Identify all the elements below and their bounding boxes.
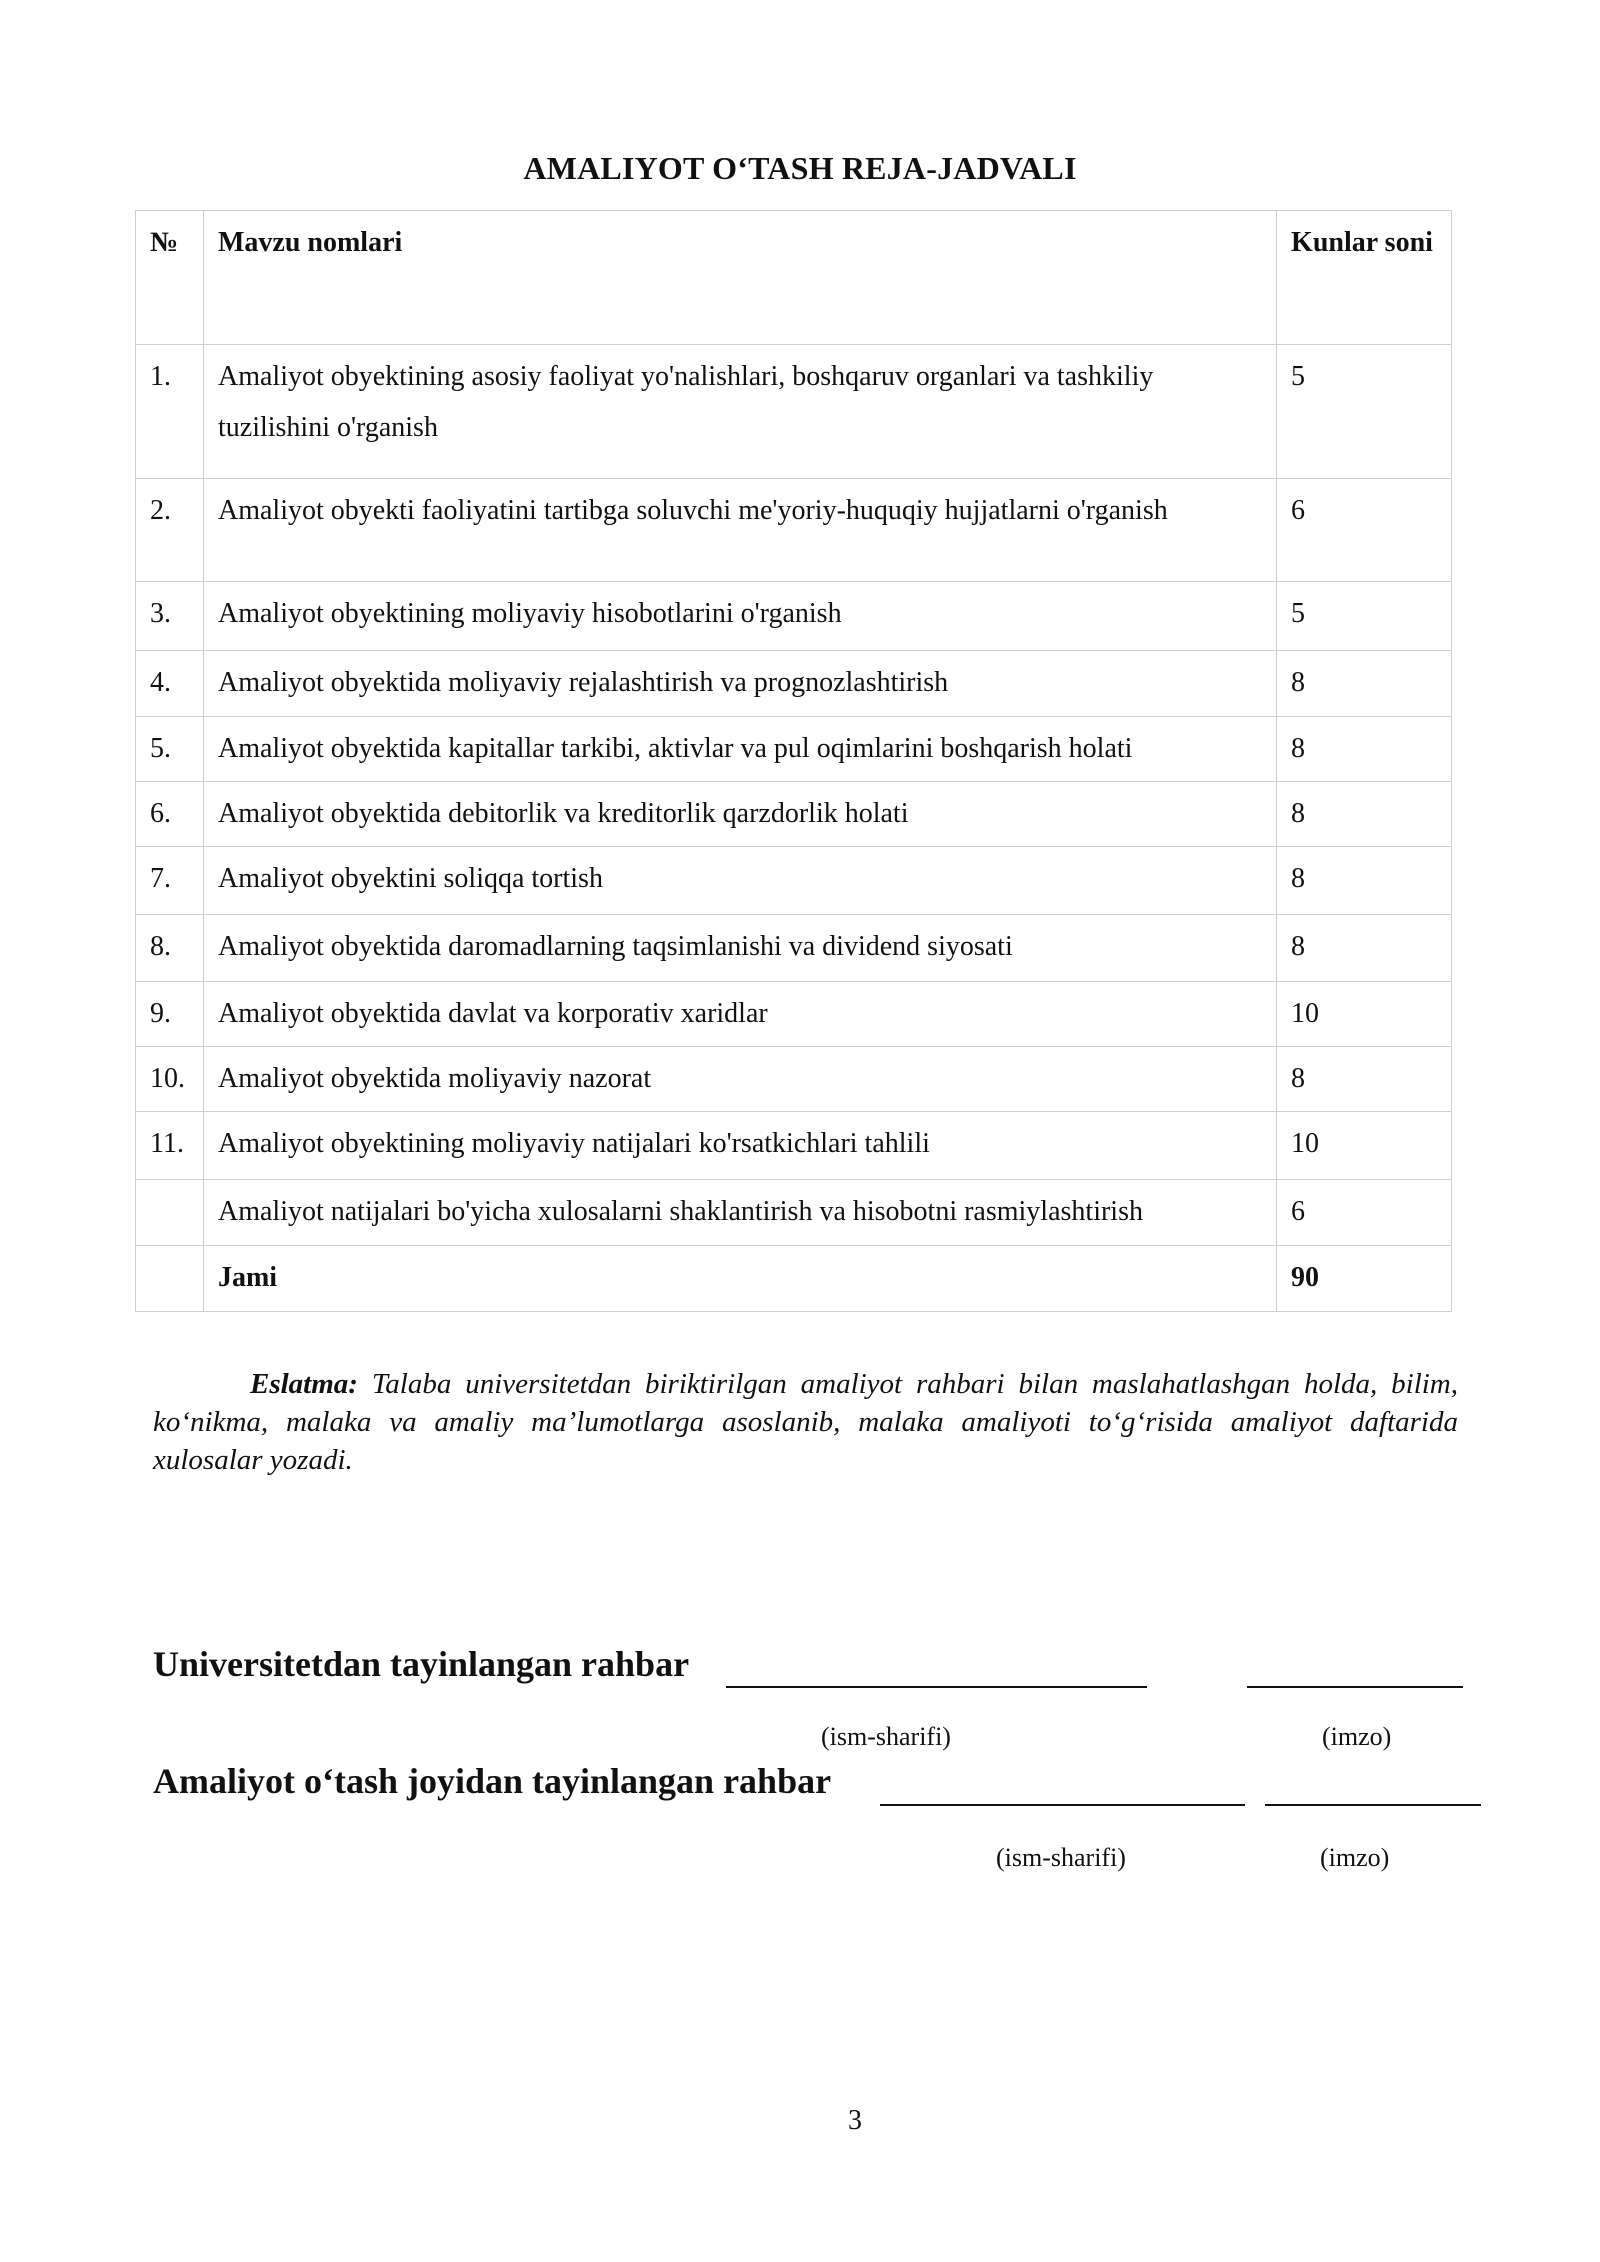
table-row [136,847,1452,915]
row-topic: Amaliyot obyektida moliyaviy nazorat [203,1047,1276,1112]
table-row [136,782,1452,847]
signature-workplace-sign-caption: (imzo) [1320,1843,1390,1872]
row-topic: Amaliyot obyektining moliyaviy natijalari ko'rsatkichlari tahlili [203,1112,1276,1180]
row-number [136,1180,204,1246]
row-days: 10 [1277,1112,1452,1180]
row-number: 9. [136,982,204,1047]
table-row [136,717,1452,782]
row-number: 2. [136,479,204,582]
signature-university-label: Universitetdan tayinlangan rahbar [153,1644,690,1684]
plan-table [135,210,1452,1312]
table-header-row [136,211,1452,345]
row-number: 4. [136,651,204,717]
row-topic: Amaliyot obyektining moliyaviy hisobotlarini o'rganish [203,582,1276,651]
signature-workplace-name-caption: (ism-sharifi) [996,1843,1126,1872]
row-topic: Amaliyot obyektida debitorlik va kreditorlik qarzdorlik holati [203,782,1276,847]
row-days: 8 [1277,717,1452,782]
row-days: 5 [1277,345,1452,479]
table-row [136,1180,1452,1246]
table-row [136,651,1452,717]
table-row [136,982,1452,1047]
row-number: 6. [136,782,204,847]
row-topic: Amaliyot obyekti faoliyatini tartibga soluvchi me'yoriy-huquqiy hujjatlarni o'rganish [203,479,1276,582]
total-days: 90 [1277,1246,1452,1312]
row-number: 7. [136,847,204,915]
row-number: 11. [136,1112,204,1180]
row-days: 5 [1277,582,1452,651]
row-topic: Amaliyot obyektida daromadlarning taqsimlanishi va dividend siyosati [203,915,1276,982]
header-number: № [136,211,204,345]
row-days: 10 [1277,982,1452,1047]
signature-university-name-line [726,1686,1147,1688]
header-days: Kunlar soni [1277,211,1452,345]
row-days: 8 [1277,651,1452,717]
row-days: 8 [1277,1047,1452,1112]
table-row [136,582,1452,651]
row-topic: Amaliyot obyektida kapitallar tarkibi, aktivlar va pul oqimlarini boshqarish holati [203,717,1276,782]
note-text: Talaba universitetdan biriktirilgan amaliyot rahbari bilan maslahatlashgan holda, bilim, ko‘nikma, malaka va amaliy ma’lumotlarga asoslanib, malaka amaliyoti to‘g‘risida amaliyot daftarida xulosalar yozadi. [153,1368,1458,1476]
row-topic: Amaliyot obyektining asosiy faoliyat yo'nalishlari, boshqaruv organlari va tashkiliy tuzilishini o'rganish [203,345,1276,479]
row-topic: Amaliyot obyektida moliyaviy rejalashtirish va prognozlashtirish [203,651,1276,717]
total-number [136,1246,204,1312]
table-row [136,915,1452,982]
signature-workplace-name-line [880,1804,1245,1806]
row-days: 8 [1277,782,1452,847]
total-label: Jami [203,1246,1276,1312]
table-total-row [136,1246,1452,1312]
row-number: 1. [136,345,204,479]
row-number: 8. [136,915,204,982]
header-topic: Mavzu nomlari [203,211,1276,345]
row-days: 6 [1277,1180,1452,1246]
row-days: 6 [1277,479,1452,582]
table-row [136,345,1452,479]
row-topic: Amaliyot obyektida davlat va korporativ xaridlar [203,982,1276,1047]
page-number: 3 [848,2105,862,2136]
row-number: 5. [136,717,204,782]
signature-university-name-caption: (ism-sharifi) [821,1722,951,1751]
row-number: 3. [136,582,204,651]
row-topic: Amaliyot natijalari bo'yicha xulosalarni shaklantirish va hisobotni rasmiylashtirish [203,1180,1276,1246]
row-days: 8 [1277,847,1452,915]
note-label: Eslatma: [250,1368,358,1400]
signature-university-sign-line [1247,1686,1463,1688]
signature-workplace-label: Amaliyot o‘tash joyidan tayinlangan rahbar [153,1761,832,1801]
row-days: 8 [1277,915,1452,982]
signature-workplace-sign-line [1265,1804,1481,1806]
page-title: AMALIYOT O‘TASH REJA-JADVALI [523,150,1077,186]
signature-university-sign-caption: (imzo) [1322,1722,1392,1751]
table-row [136,479,1452,582]
note-paragraph [153,1365,1458,1479]
row-number: 10. [136,1047,204,1112]
table-row [136,1047,1452,1112]
row-topic: Amaliyot obyektini soliqqa tortish [203,847,1276,915]
table-row [136,1112,1452,1180]
